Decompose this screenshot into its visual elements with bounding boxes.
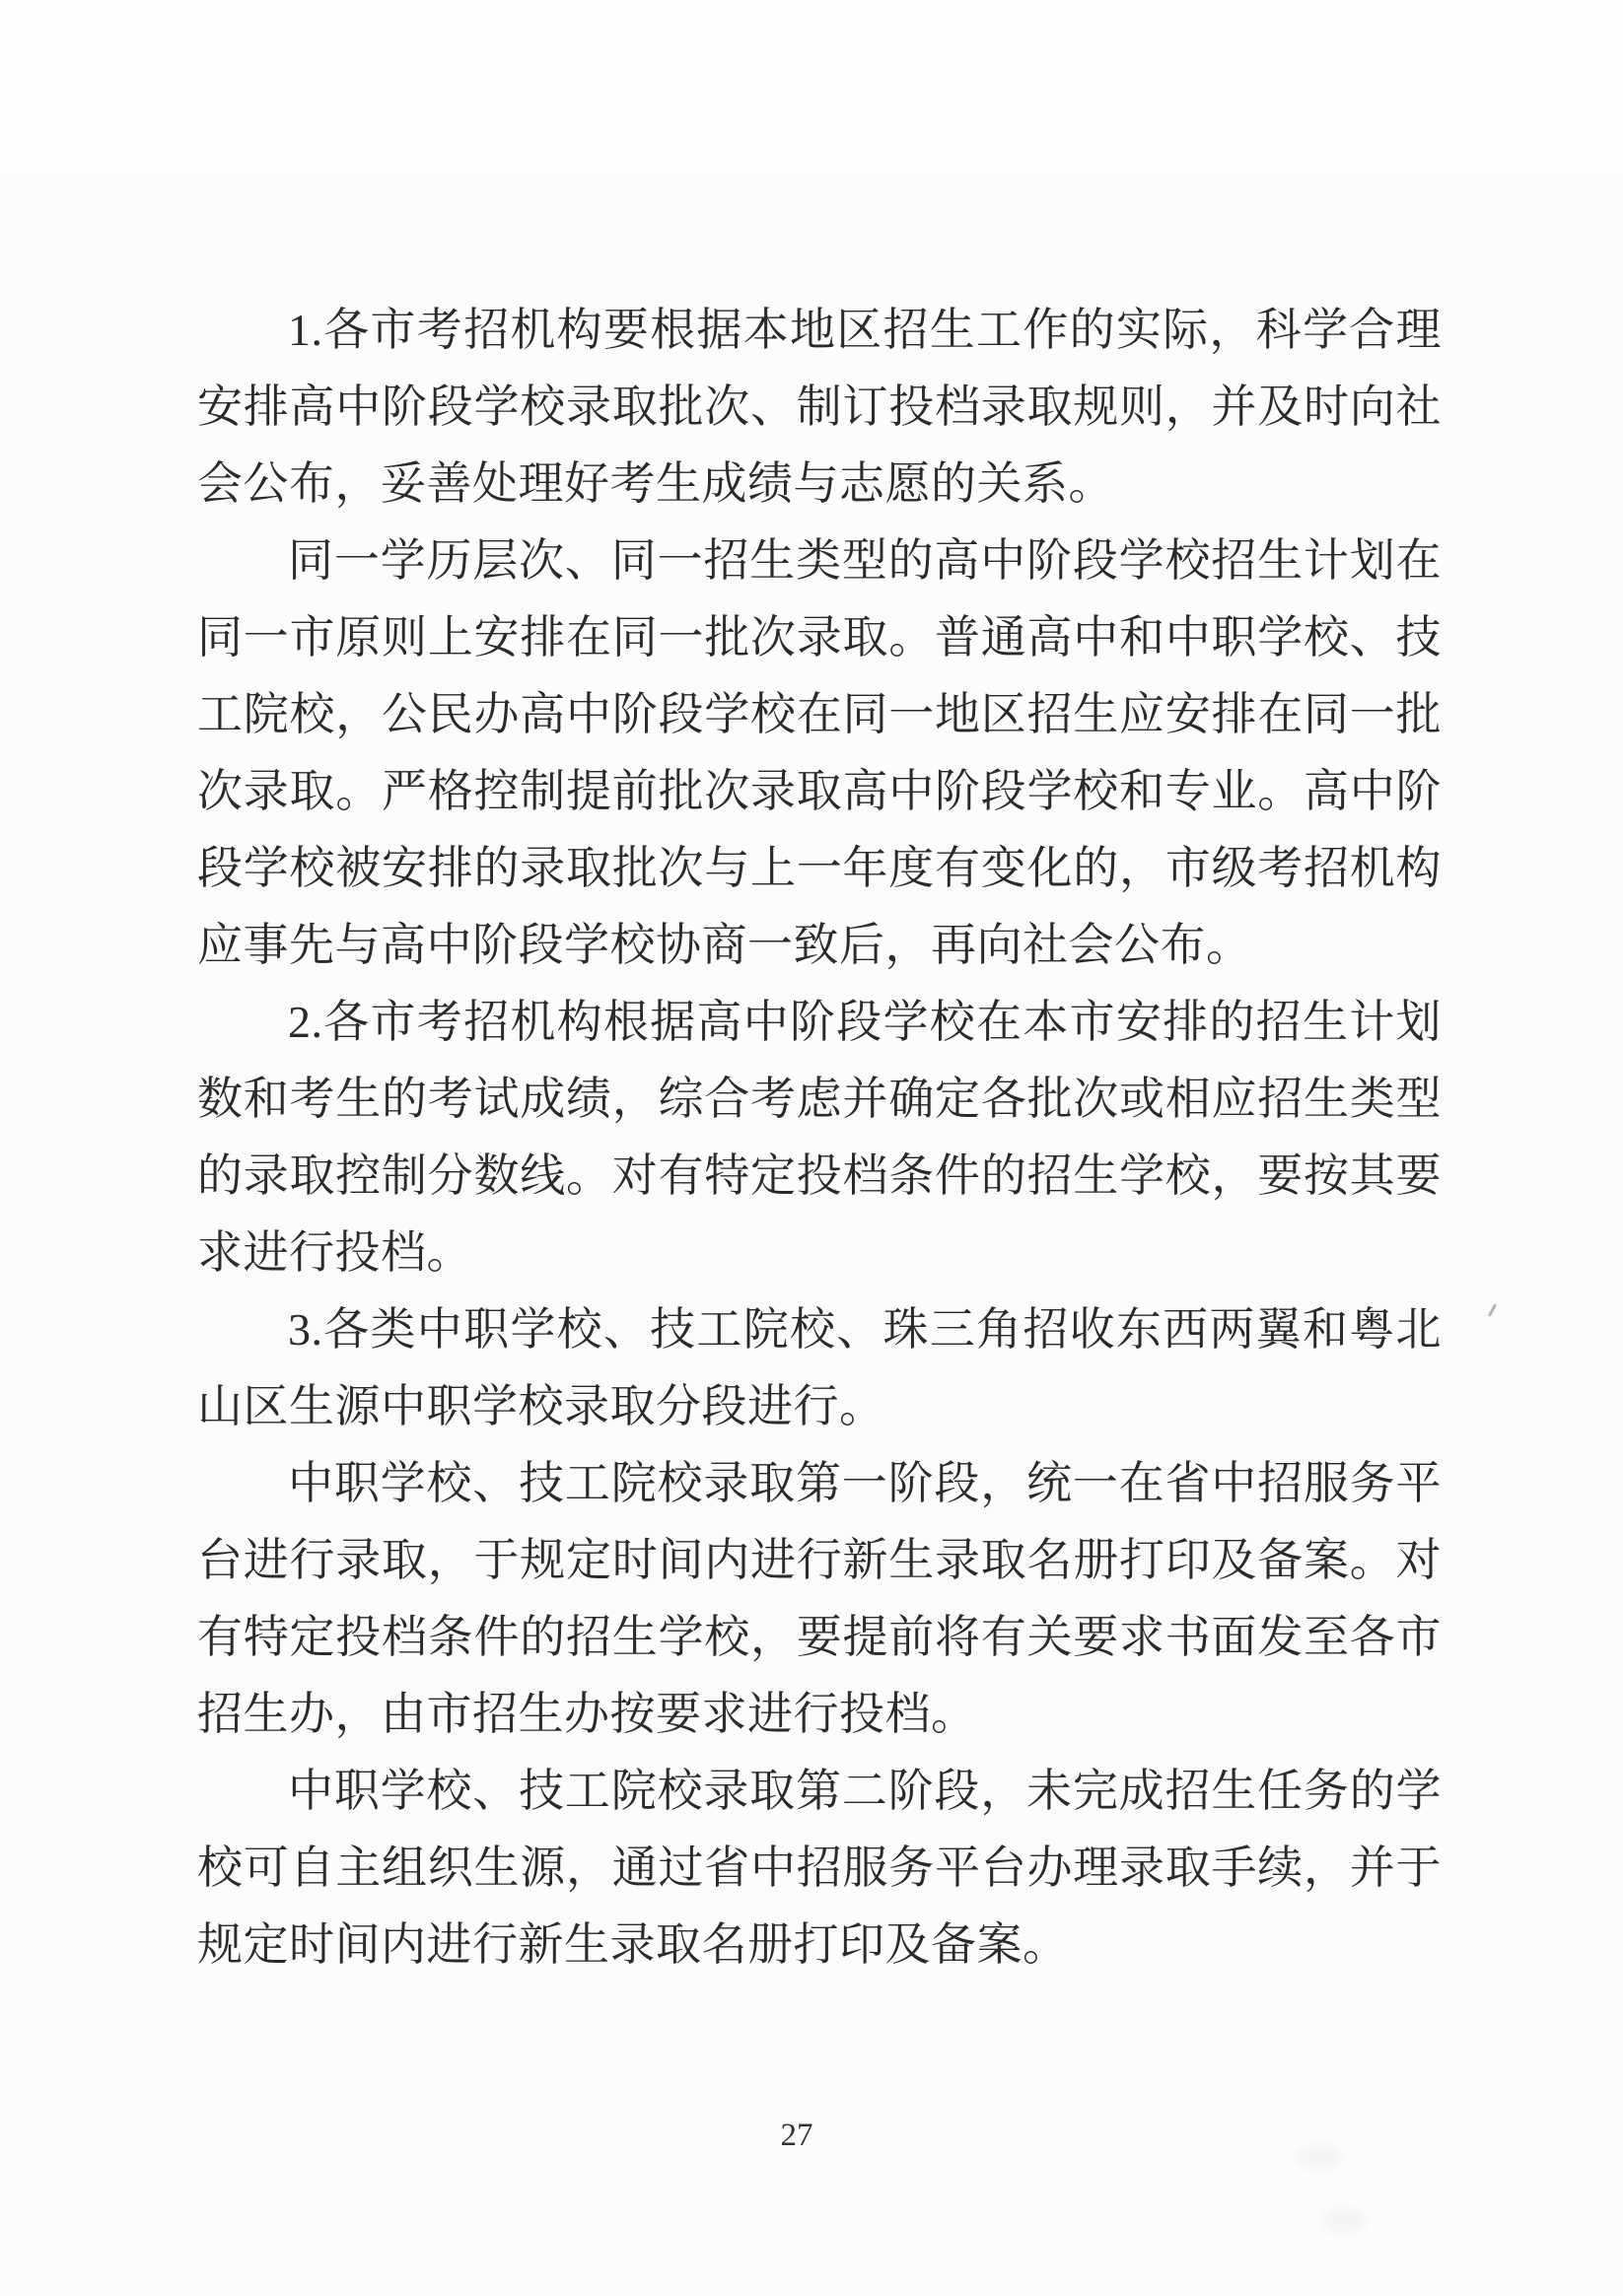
- scan-artifact-speck: [1488, 1303, 1497, 1317]
- paragraph-1: 1.各市考招机构要根据本地区招生工作的实际，科学合理安排高中阶段学校录取批次、制订投档录取规则，并及时向社会公布，妥善处理好考生成绩与志愿的关系。: [197, 305, 1442, 509]
- paragraph-2: 同一学历层次、同一招生类型的高中阶段学校招生计划在同一市原则上安排在同一批次录取。普通高中和中职学校、技工院校，公民办高中阶段学校在同一地区招生应安排在同一批次录取。严格控制提前批次录取高中阶段学校和专业。高中阶段学校被安排的录取批次与上一年度有变化的，市级考招机构应事先与高中阶段学校协商一致后，再向社会公布。: [197, 535, 1442, 970]
- paragraph-6: 中职学校、技工院校录取第二阶段，未完成招生任务的学校可自主组织生源，通过省中招服务平台办理录取手续，并于规定时间内进行新生录取名册打印及备案。: [197, 1766, 1442, 1970]
- paragraph-4: 3.各类中职学校、技工院校、珠三角招收东西两翼和粤北山区生源中职学校录取分段进行。: [197, 1304, 1442, 1431]
- document-body: [197, 292, 1442, 1983]
- scan-artifact-smudge: [1321, 2208, 1367, 2234]
- paragraph-5: 中职学校、技工院校录取第一阶段，统一在省中招服务平台进行录取，于规定时间内进行新生录取名册打印及备案。对有特定投档条件的招生学校，要提前将有关要求书面发至各市招生办，由市招生办按要求进行投档。: [197, 1458, 1442, 1739]
- page-number: 27: [780, 2118, 813, 2153]
- paragraph-3: 2.各市考招机构根据高中阶段学校在本市安排的招生计划数和考生的考试成绩，综合考虑并确定各批次或相应招生类型的录取控制分数线。对有特定投档条件的招生学校，要按其要求进行投档。: [197, 997, 1442, 1278]
